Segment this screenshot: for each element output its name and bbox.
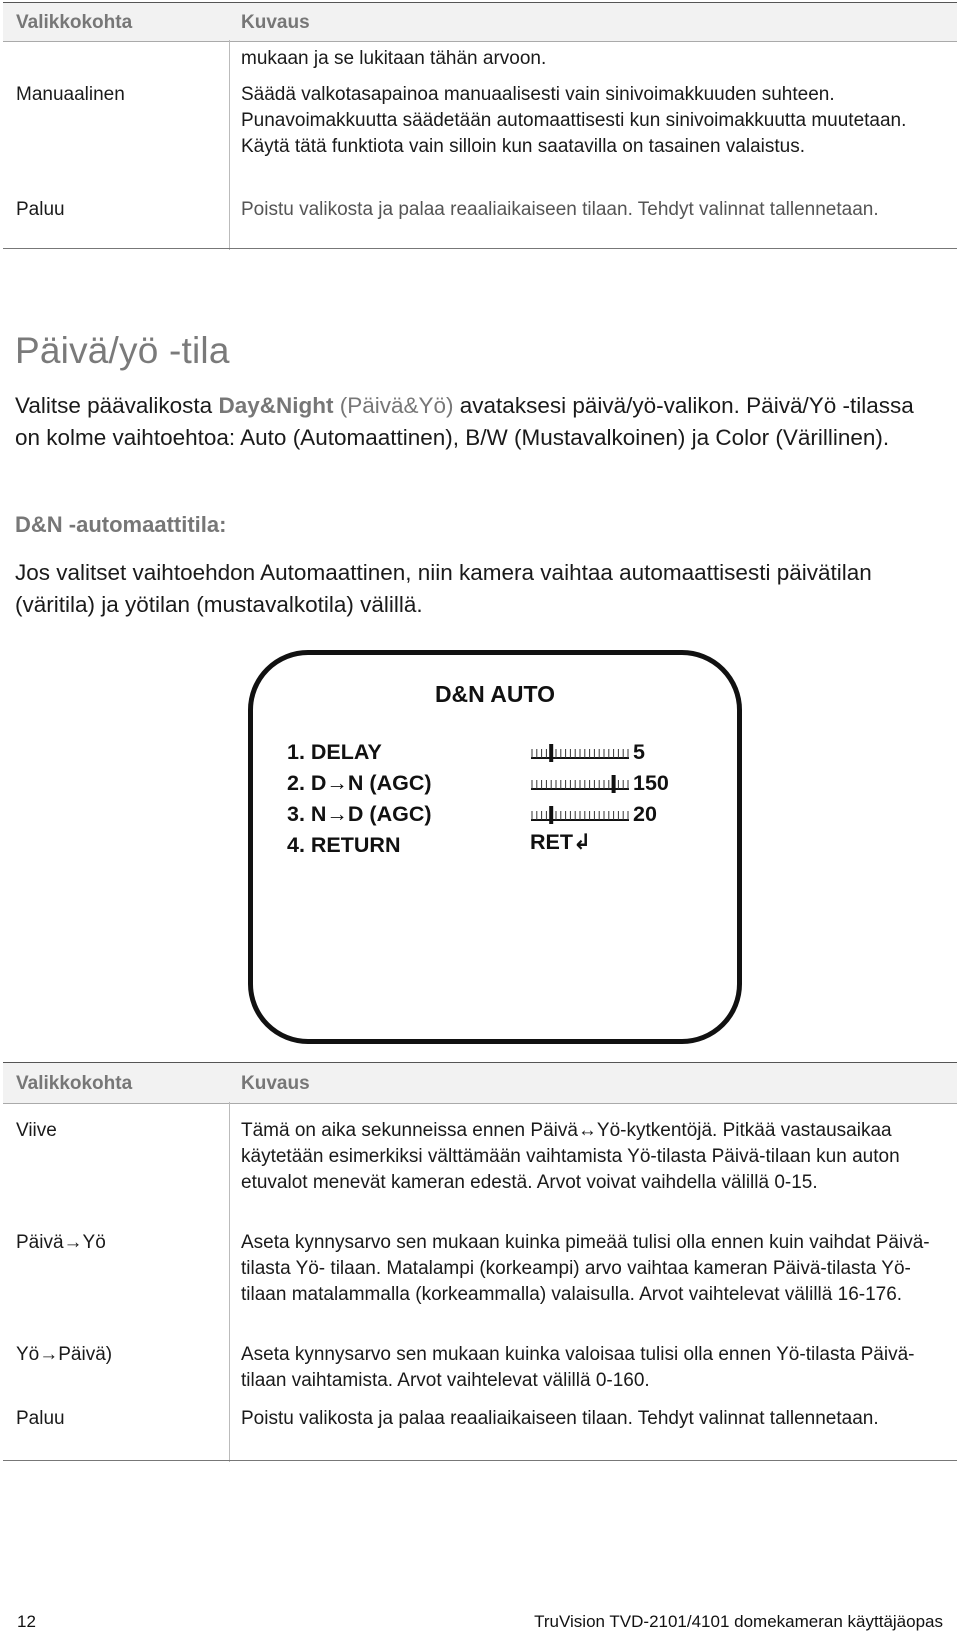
osd-value: 150 [633,771,669,795]
osd-value: 20 [633,802,657,826]
slider-marker [549,744,553,762]
osd-value: 5 [633,740,645,764]
col-header-desc: Kuvaus [241,12,310,33]
osd-item-return: 4. RETURN [287,833,401,857]
footer-title: TruVision TVD-2101/4101 domekameran käyttäjäopas [534,1612,943,1631]
col-header-item: Valikkokohta [16,1073,133,1094]
osd-item-nd: 3. N→D (AGC) [287,802,432,826]
table-header [3,2,957,42]
col-header-item: Valikkokohta [16,12,133,33]
osd-slider [530,744,630,762]
section-heading: Päivä/yö -tila [15,330,230,371]
osd-slider [530,775,630,793]
page-number: 12 [17,1612,36,1631]
osd-screen [248,650,742,1044]
subheading: D&N -automaattitila: [15,512,227,537]
osd-values [530,737,669,830]
col-header-desc: Kuvaus [241,1073,310,1094]
slider-marker [549,806,553,824]
table-bottom: Valikkokohta Kuvaus Viive Tämä on aika sekunneissa ennen Päivä↔Yö-kytkentöjä. Pitkää vastausaikaa käytetään esimerkiksi välttämään vaihtamista Yö-tilasta Päivä-tilaan kun auton etuvalot menevät kameran edestä. Arvot voivat vaihdella välillä 0-15. Päivä→Yö Aseta kynnysarvo sen mukaan kuinka pimeää tulisi olla ennen kuin vaihdat Päivä-tilasta Yö- tilaan. Matalampi (korkeampi) arvo vaihtaa kameran Päivä-tilasta Yö-tilaan matalammalla (korkeammalla) valaisulla. Arvot vaihtelevat välillä 16-176. Yö→Päivä) Aseta kynnysarvo sen mukaan kuinka valoisaa tulisi olla ennen Yö-tilasta Päivä-tilaan vaihtamista. Arvot vaihtelevat välillä 0-160. Paluu Poistu valikosta ja palaa reaaliaikaiseen tilaan. Tehdyt valinnat tallennetaan. [3,1062,957,1462]
osd-menu [287,737,432,861]
table-top: Valikkokohta Kuvaus mukaan ja se lukitaan tähän arvoon. Manuaalinen Säädä valkotasapainoa manuaalisesti vain sinivoimakkuuden suhteen. Punavoimakkuutta säädetään automaattisesti kun sinivoimakkuutta muutetaan. Käytä tätä funktiota vain silloin kun saatavilla on tasainen valaistus. Paluu Poistu valikosta ja palaa reaaliaikaiseen tilaan. Tehdyt valinnat tallennetaan. [3,2,957,250]
osd-item-dn: 2. D→N (AGC) [287,771,432,795]
body-paragraph: Jos valitset vaihtoehdon Automaattinen, niin kamera vaihtaa automaattisesti päivätilan (väritila) ja yötilan (mustavalkotila) välillä. [15,560,872,617]
slider-marker [612,775,616,793]
osd-item-delay: 1. DELAY [287,740,382,764]
menu-name: Day&Night [218,393,334,418]
osd-slider [530,806,630,824]
osd-return-value: RET↲ [530,830,592,854]
table-header [3,1062,957,1104]
osd-title: D&N AUTO [434,681,556,707]
intro-paragraph: Valitse päävalikosta Day&Night (Päivä&Yö) avataksesi päivä/yö-valikon. Päivä/Yö -tilassa on kolme vaihtoehtoa: Auto (Automaattinen), B/W (Mustavalkoinen) ja Color (Värillinen). [15,393,914,450]
